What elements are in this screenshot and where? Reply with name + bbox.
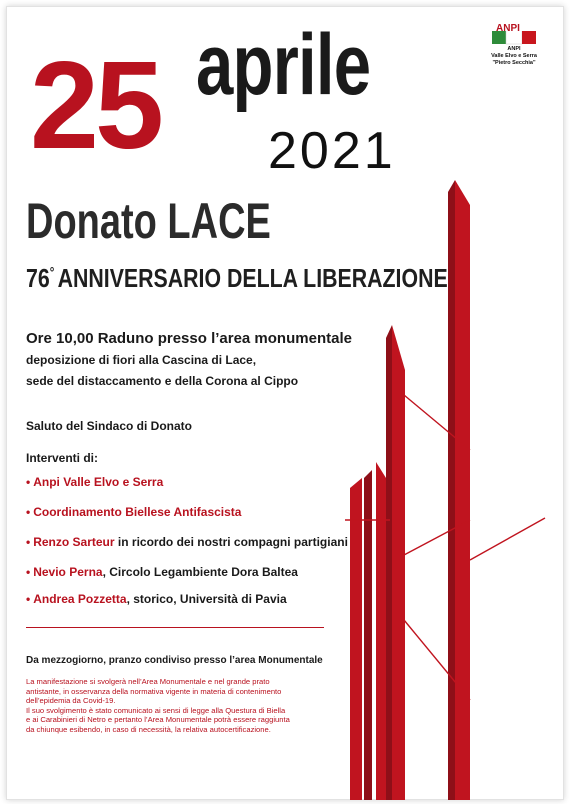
speaker-item: [26, 592, 287, 606]
date-year: 2021: [268, 122, 396, 180]
bullet-icon: •: [26, 565, 31, 579]
mayor-greeting: Saluto del Sindaco di Donato: [26, 419, 193, 433]
monument-mid-pillar-shade: [386, 325, 392, 800]
speaker-item: [26, 505, 241, 519]
speaker-item: [26, 535, 348, 549]
speaker-item: [26, 475, 163, 489]
notice-line: e ai Carabinieri di Netro e pertanto l’Area Monumentale potrà essere raggiunta: [26, 715, 290, 725]
speaker-item: [26, 565, 298, 579]
monument-short-pillar-b: [350, 478, 362, 800]
notice-line: antistante, in osservanza della normativa vigente in materia di contenimento: [26, 686, 282, 696]
anpi-logo: [488, 24, 540, 67]
notice-line: da chiunque esibendo, in caso di necessità, la relativa autocertificazione.: [26, 724, 271, 734]
monument-cable-4: [470, 518, 545, 560]
notice-line: La manifestazione si svolgerà nell’Area Monumentale e nel grande prato: [26, 677, 270, 686]
rally-detail-2: sede del distaccamento e della Corona al Cippo: [26, 374, 299, 388]
speaker-desc: in ricordo dei nostri compagni partigiani: [114, 535, 348, 549]
covid-notice: [26, 677, 336, 735]
anniversary-degree: °: [49, 264, 55, 281]
bullet-icon: •: [26, 475, 31, 489]
monument-short-pillar-a: [376, 462, 386, 800]
speaker-name: Andrea Pozzetta: [33, 592, 127, 606]
notice-line: dell’epidemia da Covid-19.: [26, 696, 116, 706]
interventions-label: Interventi di:: [26, 451, 99, 465]
anniversary-number: 76: [26, 263, 50, 293]
bullet-icon: •: [26, 535, 31, 549]
bullet-icon: •: [26, 592, 31, 606]
speaker-name: Coordinamento Biellese Antifascista: [33, 505, 242, 519]
divider: [26, 627, 324, 628]
speaker-desc: , Circolo Legambiente Dora Baltea: [102, 565, 298, 579]
speaker-name: Nevio Perna: [33, 565, 103, 579]
date-day: 25: [30, 37, 160, 175]
notice-line: Il suo svolgimento è stato comunicato ai sensi di legge alla Questura di Biella: [26, 705, 286, 715]
bullet-icon: •: [26, 505, 31, 519]
rally-detail-1: deposizione di fiori alla Cascina di Lace,: [26, 353, 257, 367]
speaker-desc: , storico, Università di Pavia: [126, 592, 287, 606]
date-month: aprile: [196, 17, 371, 113]
rally-heading: Ore 10,00 Raduno presso l’area monumentale: [26, 330, 352, 347]
monument-tall-pillar: [455, 180, 470, 800]
anpi-line1: ANPI: [507, 46, 521, 52]
anpi-brand: ANPI: [496, 23, 520, 34]
monument-tall-pillar-shade: [448, 180, 455, 800]
anniversary-title: [26, 265, 448, 291]
monument-mid-pillar: [392, 325, 405, 800]
anpi-flag-icon: [490, 24, 538, 46]
anpi-line3: "Pietro Secchia": [492, 60, 536, 66]
lunch-note: Da mezzogiorno, pranzo condiviso presso l’area Monumentale: [26, 655, 323, 666]
anpi-line2: Valle Elvo e Serra: [491, 53, 537, 59]
speaker-name: Anpi Valle Elvo e Serra: [33, 475, 164, 489]
event-place: Donato LACE: [26, 193, 271, 249]
anniversary-text: ANNIVERSARIO DELLA LIBERAZIONE: [57, 263, 448, 293]
speaker-name: Renzo Sarteur: [33, 535, 115, 549]
